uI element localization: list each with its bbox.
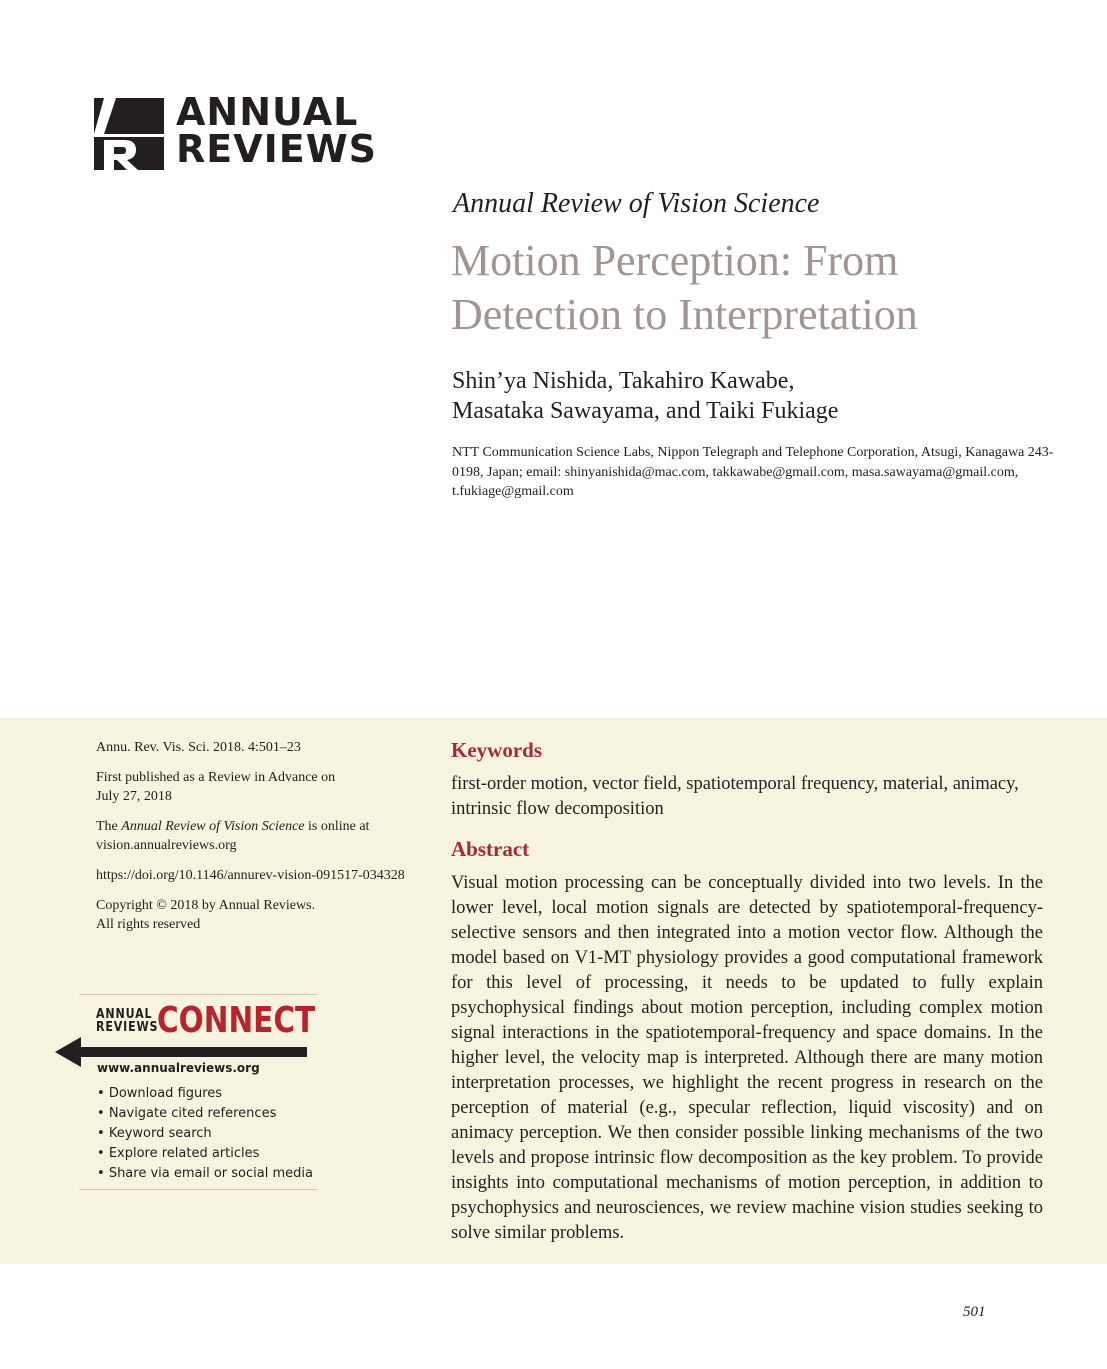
- authors-line-1: Shin’ya Nishida, Takahiro Kawabe,: [452, 368, 795, 394]
- first-published-line-1: First published as a Review in Advance on: [96, 770, 336, 785]
- abstract-heading: Abstract: [451, 837, 530, 861]
- abstract-text: Visual motion processing can be conceptually divided into two levels. In the lower level, local motion signals are detected by spatiotemporal-frequency-selective sensors and then integrated into a motion vector flow. Although the model based on V1-MT physiology provides a good computational framework for this level of processing, it needs to be updated to fully explain psychophysical findings about motion perception, including complex motion signal interactions in the spatiotemporal-frequency and space domains. In the higher level, the velocity map is interpreted. Although there are many motion interpretation processes, we highlight the recent progress in research on the perception of material (e.g., specular reflection, liquid viscosity) and on animacy perception. We then consider possible linking mechanisms of the two levels and propose intrinsic flow decomposition as the key problem. To provide insights into computational mechanisms of motion perception, in addition to psychophysics and neurosciences, we review machine vision studies seeking to solve similar problems.: [451, 873, 1043, 1243]
- authors-line-2: Masataka Sawayama, and Taiki Fukiage: [452, 398, 839, 424]
- first-published: [96, 768, 406, 806]
- online-note: [96, 817, 406, 855]
- connect-feature-list: [97, 1084, 313, 1184]
- connect-reviews: REVIEWS: [96, 1020, 159, 1035]
- affiliation: NTT Communication Science Labs, Nippon Telegraph and Telephone Corporation, Atsugi, Kanagawa 243-0198, Japan; email: shinyanishida@mac.com, takkawabe@gmail.com, masa.sawayama@gmail.com, t.fukiage@gmail.com: [452, 445, 1054, 499]
- online-journal: Annual Review of Vision Science: [121, 819, 305, 834]
- list-item: • Download figures: [97, 1084, 313, 1104]
- connect-url[interactable]: www.annualreviews.org: [97, 1061, 260, 1075]
- logo-line-reviews: REVIEWS: [176, 127, 378, 171]
- list-item: • Share via email or social media: [97, 1164, 313, 1184]
- journal-name: Annual Review of Vision Science: [453, 188, 820, 219]
- online-pre: The: [96, 819, 122, 834]
- first-published-date: July 27, 2018: [96, 789, 172, 804]
- article-metadata: [96, 738, 406, 945]
- connect-word: CONNECT: [157, 1000, 316, 1041]
- list-item: • Keyword search: [97, 1124, 313, 1144]
- page-number: 501: [963, 1304, 986, 1320]
- annual-reviews-logo: [94, 90, 378, 172]
- copyright-line: Copyright © 2018 by Annual Reviews.: [96, 898, 316, 913]
- connect-annual: ANNUAL: [96, 1007, 153, 1022]
- copyright: [96, 896, 406, 934]
- ar-logo-mark-icon: [94, 98, 164, 170]
- citation: Annu. Rev. Vis. Sci. 2018. 4:501–23: [96, 740, 301, 755]
- article-title: Motion Perception: From Detection to Interpretation: [451, 236, 918, 339]
- logo-wordmark: [176, 90, 378, 171]
- keywords-heading: Keywords: [451, 738, 542, 762]
- logo-line-annual: ANNUAL: [176, 90, 359, 134]
- doi-link[interactable]: https://doi.org/10.1146/annurev-vision-091517-034328: [96, 868, 405, 883]
- list-item: • Explore related articles: [97, 1144, 313, 1164]
- list-item: • Navigate cited references: [97, 1104, 313, 1124]
- online-post: is online at: [304, 819, 370, 834]
- online-url[interactable]: vision.annualreviews.org: [96, 838, 237, 853]
- keywords-text: first-order motion, vector field, spatiotemporal frequency, material, animacy, intrinsic flow decomposition: [451, 774, 1019, 819]
- connect-annual-reviews-label: [96, 1008, 158, 1034]
- authors: [452, 366, 1072, 426]
- annual-reviews-connect-box: [79, 994, 317, 1190]
- rights-line: All rights reserved: [96, 917, 201, 932]
